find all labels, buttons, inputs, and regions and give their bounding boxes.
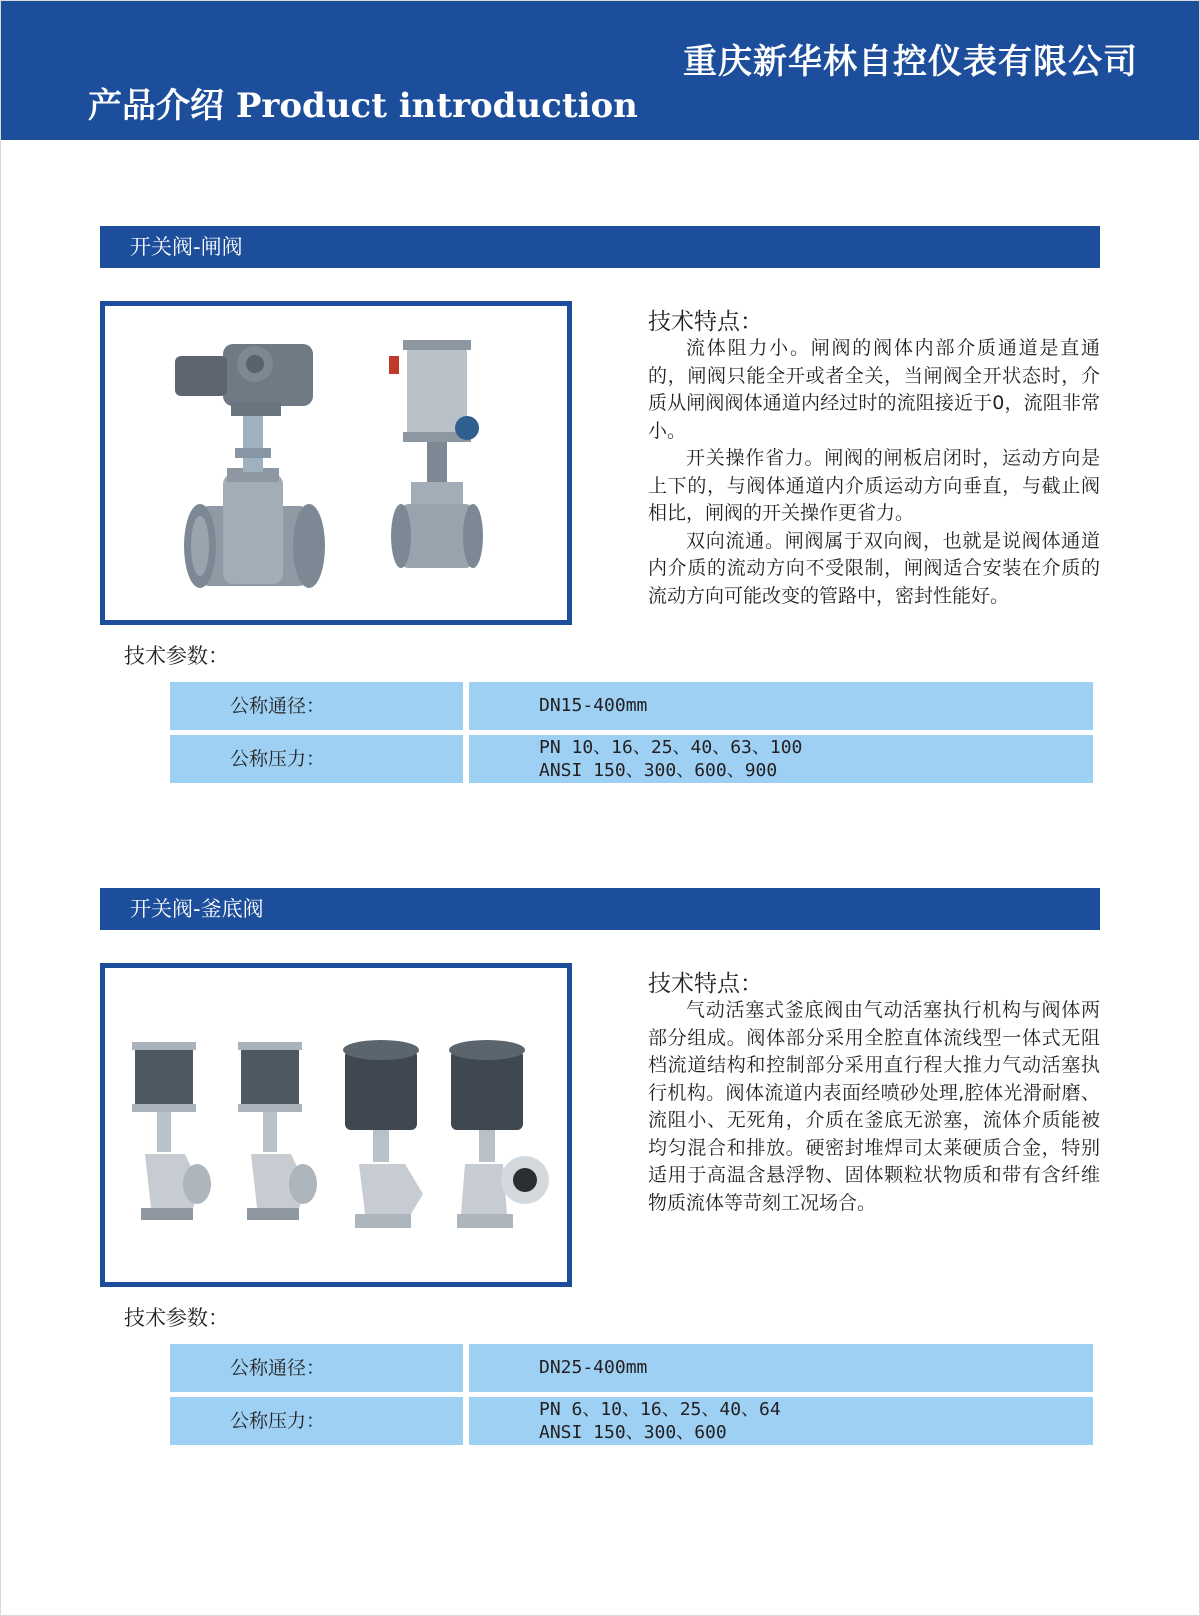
params-label: 技术参数： [124, 644, 229, 668]
tank-bottom-valve-illustration-4 [449, 1040, 549, 1228]
params-label: 技术参数： [124, 1306, 229, 1330]
param-key: 公称压力： [170, 1397, 463, 1445]
param-value [469, 1344, 1093, 1392]
features-text [648, 997, 1100, 1217]
param-value-line: ANSI 150、300、600 [539, 1422, 727, 1443]
feature-paragraph: 流体阻力小。闸阀的阀体内部介质通道是直通的，闸阀只能全开或者全关，当闸阀全开状态时，介质从闸阀阀体通道内经过时的流阻接近于0，流阻非常小。 [648, 337, 1100, 442]
gate-valve-image [100, 301, 572, 625]
electric-gate-valve-illustration [175, 344, 325, 588]
tank-bottom-valve-illustration-2 [238, 1042, 317, 1220]
param-key: 公称通径： [170, 682, 463, 730]
feature-paragraph: 气动活塞式釜底阀由气动活塞执行机构与阀体两部分组成。阀体部分采用全腔直体流线型一体式无阻档流道结构和控制部分采用直行程大推力气动活塞执行机构。阀体流道内表面经喷砂处理,腔体光滑耐磨、流阻小、无死角，介质在釜底无淤塞，流体介质能被均匀混合和排放。硬密封堆焊司太莱硬质合金，特别适用于高温含悬浮物、固体颗粒状物质和带有含纤维物质流体等苛刻工况场合。 [648, 999, 1100, 1214]
header-band [0, 0, 1200, 140]
features-heading: 技术特点： [648, 971, 763, 997]
param-value [469, 682, 1093, 730]
param-value-line: ANSI 150、300、600、900 [539, 760, 778, 781]
tank-bottom-valve-illustration-3 [343, 1040, 423, 1228]
features-text [648, 335, 1100, 610]
tank-bottom-valve-illustration-1 [132, 1042, 211, 1220]
feature-paragraph: 开关操作省力。闸阀的闸板启闭时，运动方向是上下的，与阀体通道内介质运动方向垂直，与截止阀相比，闸阀的开关操作更省力。 [648, 447, 1100, 524]
page-title: 产品介绍 Product introduction [88, 86, 638, 126]
param-value-line: PN 10、16、25、40、63、100 [539, 737, 803, 758]
param-row-nominal-diameter [170, 682, 1093, 730]
section-title-tank-bottom-valve: 开关阀-釜底阀 [100, 888, 1100, 930]
section-title-gate-valve: 开关阀-闸阀 [100, 226, 1100, 268]
pneumatic-gate-valve-illustration [389, 340, 483, 568]
param-key: 公称压力： [170, 735, 463, 783]
param-value [469, 1397, 1093, 1445]
param-value-line: PN 6、10、16、25、40、64 [539, 1399, 781, 1420]
param-row-nominal-pressure [170, 1397, 1093, 1445]
param-row-nominal-pressure [170, 735, 1093, 783]
param-value-line: DN25-400mm [539, 1357, 648, 1378]
param-value-line: DN15-400mm [539, 695, 648, 716]
param-row-nominal-diameter [170, 1344, 1093, 1392]
company-name: 重庆新华林自控仪表有限公司 [683, 42, 1138, 82]
param-key: 公称通径： [170, 1344, 463, 1392]
param-value [469, 735, 1093, 783]
tank-bottom-valve-image [100, 963, 572, 1287]
features-heading: 技术特点： [648, 309, 763, 335]
feature-paragraph: 双向流通。闸阀属于双向阀，也就是说阀体通道内介质的流动方向不受限制，闸阀适合安装在介质的流动方向可能改变的管路中，密封性能好。 [648, 529, 1100, 607]
